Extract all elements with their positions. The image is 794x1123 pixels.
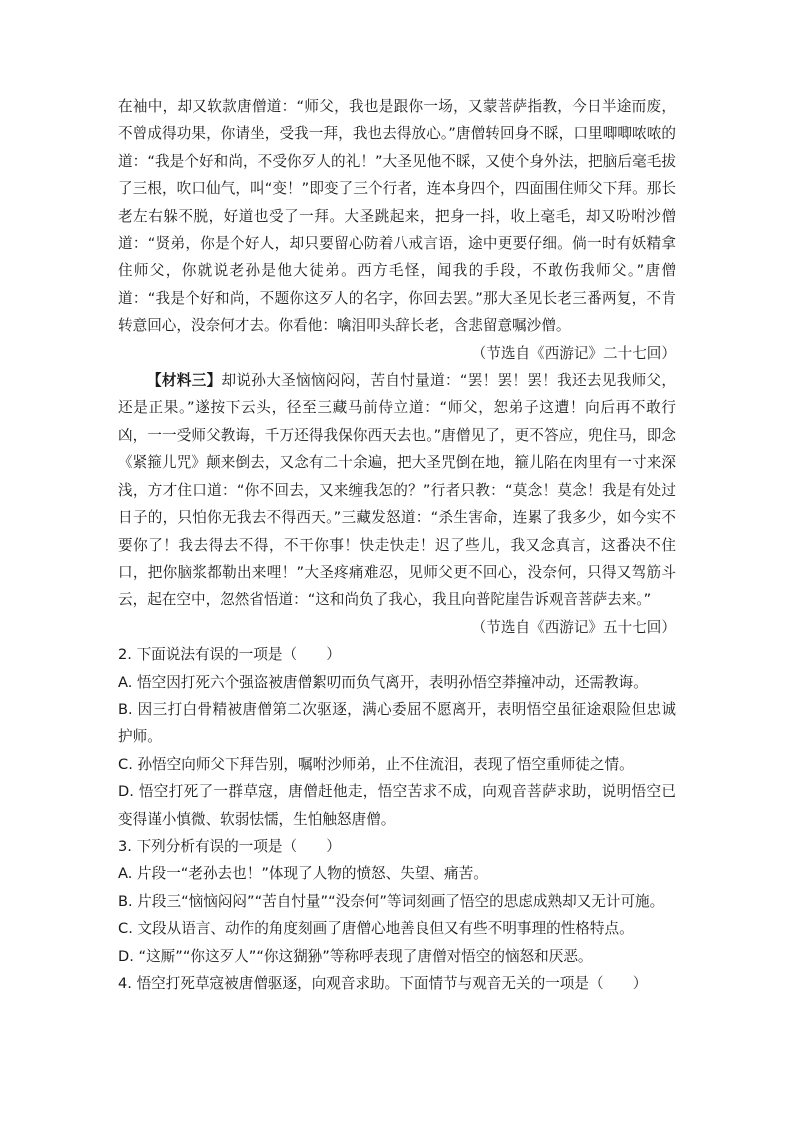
question-3 (118, 833, 676, 970)
question-stem: 2. 下面说法有误的一项是（ ） (118, 646, 341, 664)
option-c: C. 文段从语言、动作的角度刻画了唐僧心地善良但又有些不明事理的性格特点。 (118, 920, 634, 938)
question-stem: 4. 悟空打死草寇被唐僧驱逐，向观音求助。下面情节与观音无关的一项是（ ） (118, 975, 648, 992)
document-page (118, 93, 676, 997)
material-three-label: 【材料三】 (147, 372, 222, 390)
passage-continued: 在袖中，却又软款唐僧道：“师父，我也是跟你一场，又蒙菩萨指教，今日半途而废，不曾成得功果，你请坐，受我一拜，我也去得放心。”唐僧转回身不睬，口里唧唧哝哝的道：“我是个好和尚，不受你歹人的礼！”大圣见他不睬，又使个身外法，把脑后毫毛拔了三根，吹口仙气，叫“变！”即变了三个行者，连本身四个，四面围住师父下拜。那长老左右躲不脱，好道也受了一拜。大圣跳起来，把身一抖，收上毫毛，却又吩咐沙僧道：“贤弟，你是个好人，却只要留心防着八戒言语，途中更要仔细。倘一时有妖精拿住师父，你就说老孙是他大徒弟。西方毛怪，闻我的手段，不敢伤我师父。”唐僧道：“我是个好和尚，不题你这歹人的名字，你回去罢。”那大圣见长老三番两复，不肯转意回心，没奈何才去。你看他：噙泪叩头辞长老，含悲留意嘱沙僧。 (118, 98, 676, 335)
option-a: A. 悟空因打死六个强盗被唐僧絮叨而负气离开，表明孙悟空莽撞冲动，还需教诲。 (118, 673, 648, 691)
question-2 (118, 641, 676, 833)
option-d: D. “这厮”“你这歹人”“你这猢狲”等称呼表现了唐僧对悟空的恼怒和厌恶。 (118, 947, 593, 965)
option-d: D. 悟空打死了一群草寇，唐僧赶他走，悟空苦求不成，向观音菩萨求助，说明悟空已变得谨小慎微、软弱怯懦，生怕触怒唐僧。 (118, 783, 676, 828)
passage-source-2: （节选自《西游记》五十七回） (471, 618, 676, 636)
option-b: B. 片段三“恼恼闷闷”“苦自忖量”“没奈何”等词刻画了悟空的思虑成熟却又无计可施。 (118, 892, 665, 910)
material-three-text: 却说孙大圣恼恼闷闷，苦自忖量道：“罢！罢！罢！我还去见我师父，还是正果。”遂按下云头，径至三藏马前侍立道：“师父，恕弟子这遭！向后再不敢行凶，一一受师父教诲，千万还得我保你西天去也。”唐僧见了，更不答应，兜住马，即念《紧箍儿咒》颠来倒去，又念有二十余遍，把大圣咒倒在地，箍儿陷在肉里有一寸来深浅，方才住口道：“你不回去，又来缠我怎的？”行者只教：“莫念！莫念！我是有处过日子的，只怕你无我去不得西天。”三藏发怒道：“杀生害命，连累了我多少，如今实不要你了！我去得去不得，不干你事！快走快走！迟了些儿，我又念真言，这番决不住口，把你脑浆都勒出来哩！”大圣疼痛难忍，见师父更不回心，没奈何，只得又驾筋斗云，起在空中，忽然省悟道：“这和尚负了我心，我且向普陀崖告诉观音菩萨去来。” (118, 372, 676, 609)
material-three-paragraph (118, 367, 676, 614)
question-4 (118, 970, 676, 997)
option-b: B. 因三打白骨精被唐僧第二次驱逐，满心委屈不愿离开，表明悟空虽征途艰险但忠诚护师。 (118, 700, 676, 746)
option-a: A. 片段一“老孙去也！”体现了人物的愤怒、失望、痛苦。 (118, 865, 488, 883)
question-stem: 3. 下列分析有误的一项是（ ） (118, 837, 341, 855)
option-c: C. 孙悟空向师父下拜告别，嘱咐沙师弟，止不住流泪，表现了悟空重师徒之情。 (118, 755, 634, 773)
passage-source-1: （节选自《西游记》二十七回） (471, 344, 676, 362)
